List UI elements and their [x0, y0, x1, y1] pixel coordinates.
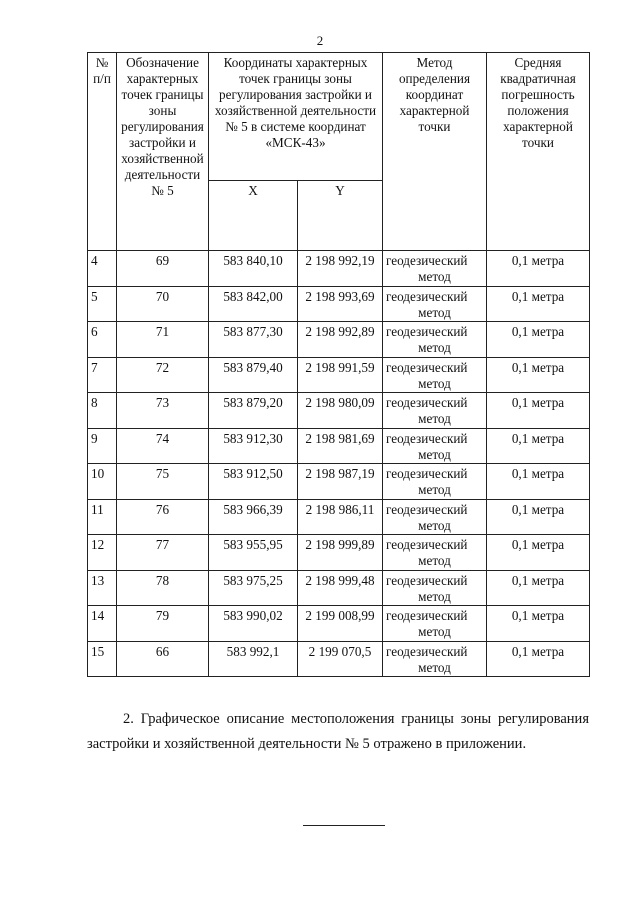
coordinate-y: 2 198 992,19 — [298, 251, 383, 287]
table-row — [88, 499, 590, 535]
method-cell — [383, 357, 487, 393]
coordinate-y: 2 198 991,59 — [298, 357, 383, 393]
method-line-1: геодезический — [386, 572, 468, 588]
header-num: № п/п — [88, 53, 117, 251]
point-designation: 69 — [117, 251, 209, 287]
error-cell: 0,1 метра — [487, 606, 590, 642]
coordinates-table — [87, 52, 590, 677]
error-cell: 0,1 метра — [487, 499, 590, 535]
coordinate-x: 583 992,1 — [209, 641, 298, 677]
table-row — [88, 428, 590, 464]
method-line-2: метод — [418, 304, 451, 320]
method-line-2: метод — [418, 588, 451, 604]
method-line-2: метод — [418, 517, 451, 533]
method-line-1: геодезический — [386, 608, 468, 623]
method-line-2: метод — [418, 482, 451, 497]
error-cell: 0,1 метра — [487, 570, 590, 606]
method-line-1: геодезический — [386, 643, 468, 659]
point-designation: 79 — [117, 606, 209, 642]
method-line-1: геодезический — [386, 288, 468, 304]
table-row — [88, 357, 590, 393]
table-row — [88, 286, 590, 322]
header-coordinates: Координаты характерных точек границы зоны регулирования застройки и хозяйственной деятельности № 5 в системе координат «МСК-43» — [209, 53, 383, 181]
header-x: X — [209, 181, 298, 251]
coordinate-x: 583 912,50 — [209, 464, 298, 500]
header-y: Y — [298, 181, 383, 251]
method-line-1: геодезический — [386, 501, 468, 517]
coordinate-x: 583 877,30 — [209, 322, 298, 358]
method-cell — [383, 393, 487, 429]
coordinate-x: 583 840,10 — [209, 251, 298, 287]
point-designation: 71 — [117, 322, 209, 358]
point-designation: 70 — [117, 286, 209, 322]
coordinate-x: 583 990,02 — [209, 606, 298, 642]
point-designation: 73 — [117, 393, 209, 429]
coordinate-x: 583 879,20 — [209, 393, 298, 429]
point-designation: 77 — [117, 535, 209, 571]
method-cell — [383, 464, 487, 500]
coordinate-y: 2 198 993,69 — [298, 286, 383, 322]
coordinate-x: 583 842,00 — [209, 286, 298, 322]
table-row — [88, 464, 590, 500]
coordinate-y: 2 198 987,19 — [298, 464, 383, 500]
method-cell — [383, 499, 487, 535]
method-cell — [383, 286, 487, 322]
method-cell — [383, 570, 487, 606]
point-designation: 74 — [117, 428, 209, 464]
method-cell — [383, 322, 487, 358]
row-number: 13 — [88, 570, 117, 606]
error-cell: 0,1 метра — [487, 641, 590, 677]
row-number: 12 — [88, 535, 117, 571]
row-number: 15 — [88, 641, 117, 677]
coordinate-x: 583 879,40 — [209, 357, 298, 393]
row-number: 5 — [88, 286, 117, 322]
method-cell — [383, 535, 487, 571]
row-number: 7 — [88, 357, 117, 393]
error-cell: 0,1 метра — [487, 393, 590, 429]
error-cell: 0,1 метра — [487, 535, 590, 571]
table-row — [88, 251, 590, 287]
header-designation: Обозначение характерных точек границы зоны регулирования застройки и хозяйственной деятельности № 5 — [117, 53, 209, 251]
method-line-2: метод — [418, 446, 451, 462]
method-line-2: метод — [418, 659, 451, 675]
error-cell: 0,1 метра — [487, 286, 590, 322]
method-line-2: метод — [418, 269, 451, 284]
method-cell — [383, 251, 487, 287]
row-number: 8 — [88, 393, 117, 429]
table-row — [88, 606, 590, 642]
point-designation: 72 — [117, 357, 209, 393]
point-designation: 78 — [117, 570, 209, 606]
error-cell: 0,1 метра — [487, 322, 590, 358]
header-error: Средняя квадратичная погрешность положения характерной точки — [487, 53, 590, 251]
signature-line — [303, 825, 385, 826]
error-cell: 0,1 метра — [487, 464, 590, 500]
method-line-2: метод — [418, 375, 451, 391]
row-number: 4 — [88, 251, 117, 287]
coordinate-y: 2 198 999,89 — [298, 535, 383, 571]
coordinate-y: 2 198 986,11 — [298, 499, 383, 535]
coordinate-x: 583 912,30 — [209, 428, 298, 464]
method-cell — [383, 606, 487, 642]
error-cell: 0,1 метра — [487, 251, 590, 287]
method-line-1: геодезический — [386, 395, 468, 410]
coordinate-x: 583 966,39 — [209, 499, 298, 535]
point-designation: 75 — [117, 464, 209, 500]
method-line-2: метод — [418, 553, 451, 568]
method-line-1: геодезический — [386, 430, 468, 446]
method-line-1: геодезический — [386, 359, 468, 375]
header-method: Метод определения координат характерной точки — [383, 53, 487, 251]
method-line-1: геодезический — [386, 253, 468, 268]
point-designation: 66 — [117, 641, 209, 677]
method-line-1: геодезический — [386, 537, 468, 552]
coordinate-x: 583 955,95 — [209, 535, 298, 571]
table-row — [88, 535, 590, 571]
row-number: 6 — [88, 322, 117, 358]
row-number: 9 — [88, 428, 117, 464]
method-line-2: метод — [418, 411, 451, 426]
method-line-2: метод — [418, 340, 451, 355]
description-paragraph: 2. Графическое описание местоположения границы зоны регулирования застройки и хозяйственной деятельности № 5 отражено в приложении. — [87, 711, 589, 752]
method-cell — [383, 428, 487, 464]
coordinate-y: 2 199 008,99 — [298, 606, 383, 642]
method-line-2: метод — [418, 624, 451, 639]
coordinate-y: 2 198 999,48 — [298, 570, 383, 606]
method-cell — [383, 641, 487, 677]
table-row — [88, 322, 590, 358]
row-number: 10 — [88, 464, 117, 500]
row-number: 14 — [88, 606, 117, 642]
point-designation: 76 — [117, 499, 209, 535]
table-row — [88, 641, 590, 677]
method-line-1: геодезический — [386, 466, 468, 481]
coordinate-y: 2 198 981,69 — [298, 428, 383, 464]
table-row — [88, 393, 590, 429]
table-row — [88, 570, 590, 606]
page-number: 2 — [316, 33, 324, 48]
row-number: 11 — [88, 499, 117, 535]
error-cell: 0,1 метра — [487, 357, 590, 393]
error-cell: 0,1 метра — [487, 428, 590, 464]
coordinate-y: 2 199 070,5 — [298, 641, 383, 677]
coordinate-y: 2 198 980,09 — [298, 393, 383, 429]
coordinate-y: 2 198 992,89 — [298, 322, 383, 358]
method-line-1: геодезический — [386, 324, 468, 339]
coordinate-x: 583 975,25 — [209, 570, 298, 606]
